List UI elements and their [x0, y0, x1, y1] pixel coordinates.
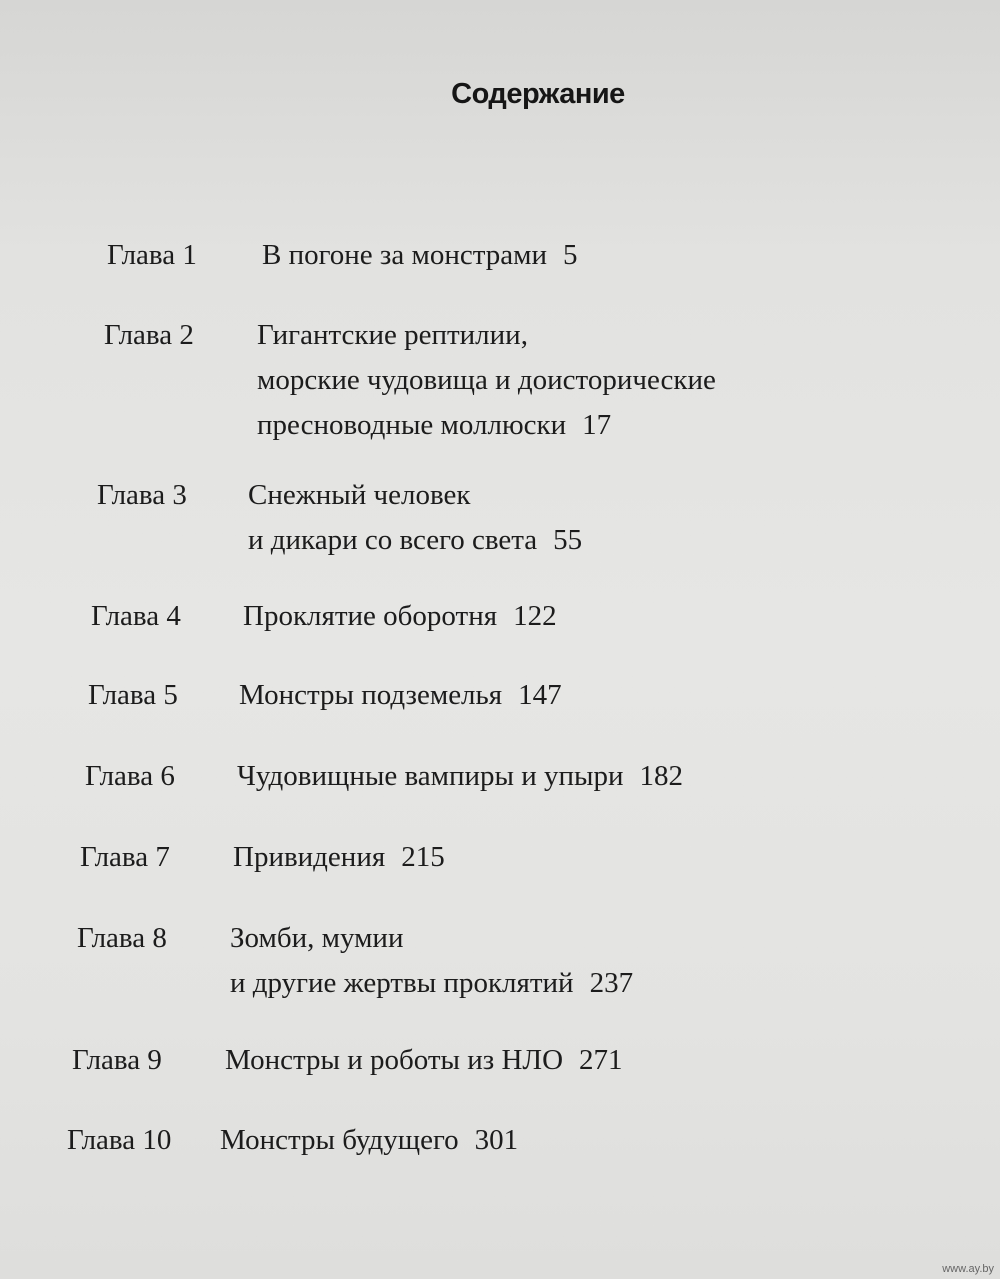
chapter-title — [262, 233, 962, 278]
chapter-title — [220, 1118, 930, 1163]
chapter-title-line: Монстры подземелья — [239, 679, 503, 711]
chapter-label: Глава 3 — [97, 479, 187, 511]
toc-entry — [0, 754, 1000, 799]
chapter-title — [233, 835, 939, 880]
chapter-title-line: Зомби, мумии — [230, 922, 404, 954]
page-number: 5 — [563, 239, 578, 271]
chapter-label: Глава 2 — [104, 319, 194, 351]
chapter-title — [257, 313, 958, 448]
chapter-title-line: Снежный человек — [248, 479, 471, 511]
page-number: 17 — [582, 409, 612, 441]
page-number: 55 — [553, 524, 583, 556]
page-number: 182 — [639, 760, 684, 792]
chapter-label: Глава 9 — [72, 1044, 162, 1076]
chapter-label: Глава 5 — [88, 679, 178, 711]
chapter-title — [225, 1038, 932, 1083]
chapter-title — [248, 473, 950, 563]
chapter-title-line: пресноводные моллюски — [257, 409, 567, 441]
chapter-title — [243, 594, 946, 639]
chapter-label: Глава 4 — [91, 600, 181, 632]
chapter-title-line: Гигантские рептилии, — [257, 319, 528, 351]
chapter-title — [230, 916, 936, 1006]
chapter-title-line: Монстры и роботы из НЛО — [225, 1044, 564, 1076]
toc-entry — [0, 835, 1000, 880]
chapter-label: Глава 7 — [80, 841, 170, 873]
chapter-title-line: Проклятие оборотня — [243, 600, 498, 632]
toc-entry — [0, 1038, 1000, 1083]
chapter-title — [239, 673, 944, 718]
chapter-title-line: и дикари со всего света — [248, 524, 538, 556]
toc-entry — [0, 916, 1000, 1006]
page-number: 271 — [579, 1044, 623, 1076]
chapter-title-line: Привидения — [233, 841, 386, 873]
chapter-title-line: В погоне за монстрами — [262, 239, 548, 271]
toc-entry — [0, 313, 1000, 448]
toc-entry — [0, 1118, 1000, 1163]
page-number: 301 — [474, 1124, 519, 1156]
chapter-label: Глава 8 — [77, 922, 167, 954]
chapter-title-line: Чудовищные вампиры и упыри — [237, 760, 624, 792]
chapter-label: Глава 6 — [85, 760, 175, 792]
chapter-label: Глава 1 — [107, 239, 197, 271]
page-title: Содержание — [451, 78, 625, 110]
toc-entry — [0, 594, 1000, 639]
chapter-title — [237, 754, 941, 799]
chapter-label: Глава 10 — [67, 1124, 172, 1156]
chapter-title-line: и другие жертвы проклятий — [230, 967, 574, 999]
page-number: 215 — [401, 841, 445, 873]
toc-entry — [0, 673, 1000, 718]
chapter-title-line: Монстры будущего — [220, 1124, 459, 1156]
page-number: 147 — [518, 679, 562, 711]
toc-entry — [0, 473, 1000, 563]
page-number: 122 — [513, 600, 557, 632]
chapter-title-line: морские чудовища и доисторические — [257, 364, 716, 396]
watermark: www.ay.by — [942, 1263, 994, 1275]
toc-entry — [0, 233, 1000, 278]
page-number: 237 — [589, 967, 634, 999]
